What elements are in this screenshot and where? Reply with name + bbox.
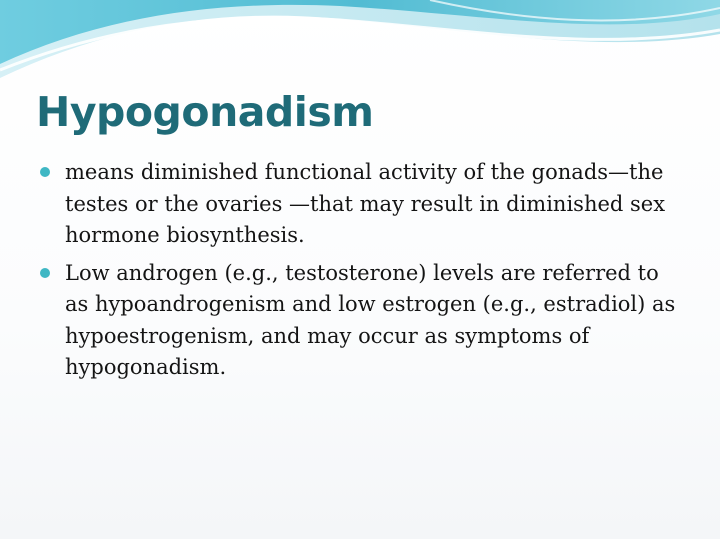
wave-header-decoration: [0, 0, 720, 90]
bullet-text-2: Low androgen (e.g., testosterone) levels are referred to as hypoandrogenism and low estrogen (e.g., estradiol) as hypoestrogenism, and may occur as symptoms of hypogonadism.: [65, 260, 676, 379]
slide-title: Hypogonadism: [36, 88, 374, 136]
bullet-list: [40, 157, 685, 390]
bullet-item-1: [40, 157, 685, 252]
bullet-dot-icon: [40, 167, 50, 177]
bullet-dot-icon: [40, 268, 50, 278]
bullet-item-2: [40, 258, 685, 384]
bullet-text-1: means diminished functional activity of the gonads—the testes or the ovaries —that may result in diminished sex hormone biosynthesis.: [65, 160, 666, 247]
